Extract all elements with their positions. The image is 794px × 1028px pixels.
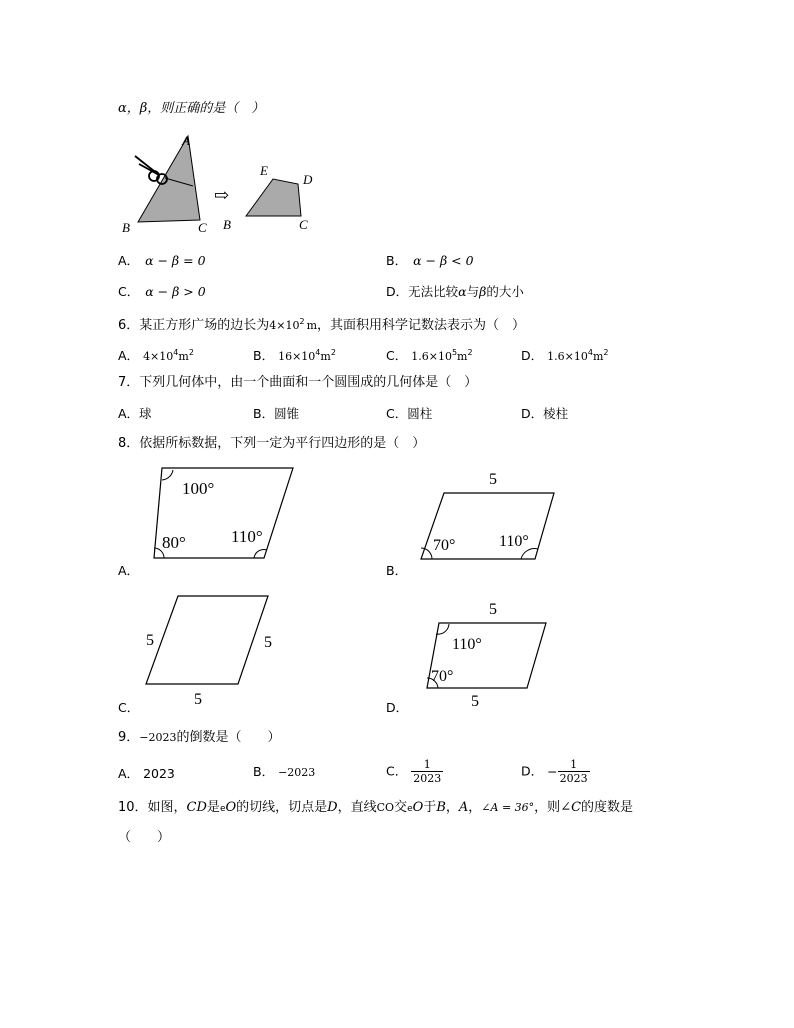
q8d-angle-110: 110° [452,636,482,653]
q9-option-c-fraction [411,758,443,785]
label-c2: C [299,217,308,232]
q9-option-c-denominator: 2023 [413,772,442,785]
q6-option-d-uexp: 2 [603,348,609,357]
q10-p10: 的度数是 [581,800,634,815]
q8d-angle-70: 70° [431,668,454,685]
q8b-angle-70: 70° [433,537,456,554]
q10-anglec: ∠C [560,800,582,815]
q8c-side-right: 5 [264,634,272,651]
q7-option-c[interactable]: C．圆柱 [386,406,433,421]
q10-p2: 是 [206,800,220,815]
q10-a: A [458,800,469,815]
q5-option-a-text: α − β = 0 [145,253,206,268]
label-d: D [303,172,313,187]
q8c-side-bottom: 5 [194,691,202,708]
q6-option-c-label: C． [386,348,408,363]
q6-stem [118,313,525,335]
q6-option-c-coef: 1.6×10 [411,350,452,363]
q6-option-b-uexp: 2 [330,348,336,357]
label-c: C [198,220,207,235]
q10-p3: 的切线，切点是 [236,800,328,815]
q8-figure-b [418,466,578,566]
q8-figure-c [140,592,290,712]
q10-co: CO [376,801,395,814]
q6-post: ，其面积用科学记数法表示为（ ） [317,318,526,333]
q9-num: −2023 [139,731,177,744]
q9-option-a[interactable] [118,765,175,783]
q5-option-d[interactable] [386,283,524,301]
q8a-angle-80: 80° [162,533,186,552]
q8-figure-a [150,466,310,566]
q5-option-b-text: α − β < 0 [413,253,474,268]
q10-p1: 10．如图， [118,800,187,815]
q9-option-b-label: B． [253,764,275,779]
q5-stem-text: α，β，则正确的是（ ） [118,101,265,116]
q6-option-a-exp: 4 [173,348,179,357]
q8c-side-left: 5 [146,632,154,649]
q5-option-d-label: D． [386,284,409,299]
q10-b: B [436,800,446,815]
q7-option-b[interactable]: B．圆锥 [253,406,300,421]
q8-option-b[interactable]: B． [386,563,408,578]
q8-option-c[interactable]: C． [118,700,140,715]
q10-o1: O [225,800,237,815]
q6-option-b[interactable] [253,344,336,366]
q10-p8: ， [468,800,482,815]
q6-option-b-label: B． [253,348,275,363]
q8b-angle-110: 110° [499,533,529,550]
q5-option-c-text: α − β > 0 [145,284,206,299]
q5-option-d-mid: 与 [466,284,480,299]
q8d-side-top: 5 [489,601,497,618]
q7-option-a[interactable]: A．球 [118,406,152,421]
q10-o2: O [412,800,424,815]
q9-option-d-numerator: 1 [558,758,590,772]
q9-option-c[interactable] [386,758,443,785]
q9-option-a-text: 2023 [143,766,175,781]
q10-circ1: e [219,804,226,814]
q6-exp: 2 [299,317,305,326]
q5-option-b-label: B． [386,253,408,268]
q7-option-d[interactable]: D．棱柱 [521,406,569,421]
q5-option-d-pre: 无法比较 [408,284,459,299]
q9-pre: 9． [118,730,140,745]
q6-option-d-label: D． [521,348,544,363]
q9-option-d-denominator: 2023 [559,772,588,785]
q6-pre: 6．某正方形广场的边长为 [118,318,270,333]
q6-option-a-label: A． [118,348,140,363]
q9-option-c-numerator: 1 [411,758,443,772]
q9-option-c-label: C． [386,763,408,779]
q8b-side-5: 5 [489,471,497,488]
q5-option-c[interactable] [118,283,206,301]
label-a: A [182,133,190,148]
label-e: E [260,163,268,178]
q8-stem: 8．依据所标数据，下列一定为平行四边形的是（ ） [118,436,426,451]
q5-option-d-alpha: α [458,284,467,299]
q6-option-c-uexp: 2 [467,348,473,357]
q6-option-d-exp: 4 [587,348,593,357]
q9-option-d[interactable] [521,758,590,785]
q8a-angle-110: 110° [231,527,263,546]
label-b2: B [223,217,231,232]
q5-stem [118,100,264,118]
q10-p7: ， [445,800,459,815]
q9-post: 的倒数是（ ） [176,730,281,745]
q10-p4: ，直线 [337,800,377,815]
q6-value: 4×10 [269,319,300,332]
q9-option-d-label: D． [521,763,544,779]
q6-option-b-exp: 4 [315,348,321,357]
q6-option-a[interactable] [118,344,194,366]
q8-option-d[interactable]: D． [386,700,409,715]
q6-option-a-unit: m [178,350,189,363]
q9-option-d-sign: − [547,763,558,779]
q10-angle: ∠A = 36° [481,801,535,814]
q5-option-c-label: C． [118,284,140,299]
q8d-side-bottom: 5 [471,693,479,710]
q5-option-b[interactable] [386,252,474,270]
q10-p5: 交 [394,800,408,815]
q10-stem [118,799,633,818]
q8-option-a[interactable]: A． [118,563,140,578]
q9-option-a-label: A． [118,766,140,781]
q10-cd: CD [186,800,207,815]
q9-option-d-fraction [558,758,590,785]
q8a-angle-100: 100° [182,479,215,498]
q8-figure-d [420,596,580,711]
label-b: B [122,220,130,235]
q7-stem: 7．下列几何体中，由一个曲面和一个圆围成的几何体是（ ） [118,375,478,390]
q5-figure [120,134,330,234]
q10-p9: ，则 [534,800,561,815]
q6-option-c-exp: 5 [451,348,458,357]
q6-option-d-coef: 1.6×10 [547,350,588,363]
arrow-icon: ⇨ [214,185,230,205]
q9-option-b[interactable] [253,763,315,782]
q6-option-a-coef: 4×10 [143,350,174,363]
q5-option-a-label: A． [118,253,140,268]
q6-option-b-coef: 16×10 [278,350,316,363]
q5-option-d-beta: β [479,284,487,299]
q6-option-c[interactable] [386,344,473,366]
q10-d: D [327,800,338,815]
q6-option-c-unit: m [457,350,468,363]
q6-option-d-unit: m [592,350,604,363]
q10-circ2: e [407,804,413,814]
q9-stem [118,729,281,747]
q10-answer-blank: （ ） [118,830,171,845]
q10-p6: 于 [423,800,437,815]
q6-option-b-unit: m [320,350,331,363]
q5-option-a[interactable] [118,252,206,270]
q5-option-d-post: 的大小 [486,284,524,299]
q6-option-a-uexp: 2 [188,348,194,357]
q6-option-d[interactable] [521,344,608,366]
q6-unit: m [306,319,318,332]
q9-option-b-text: −2023 [278,766,316,779]
quadrilateral-ebcd [246,179,301,216]
